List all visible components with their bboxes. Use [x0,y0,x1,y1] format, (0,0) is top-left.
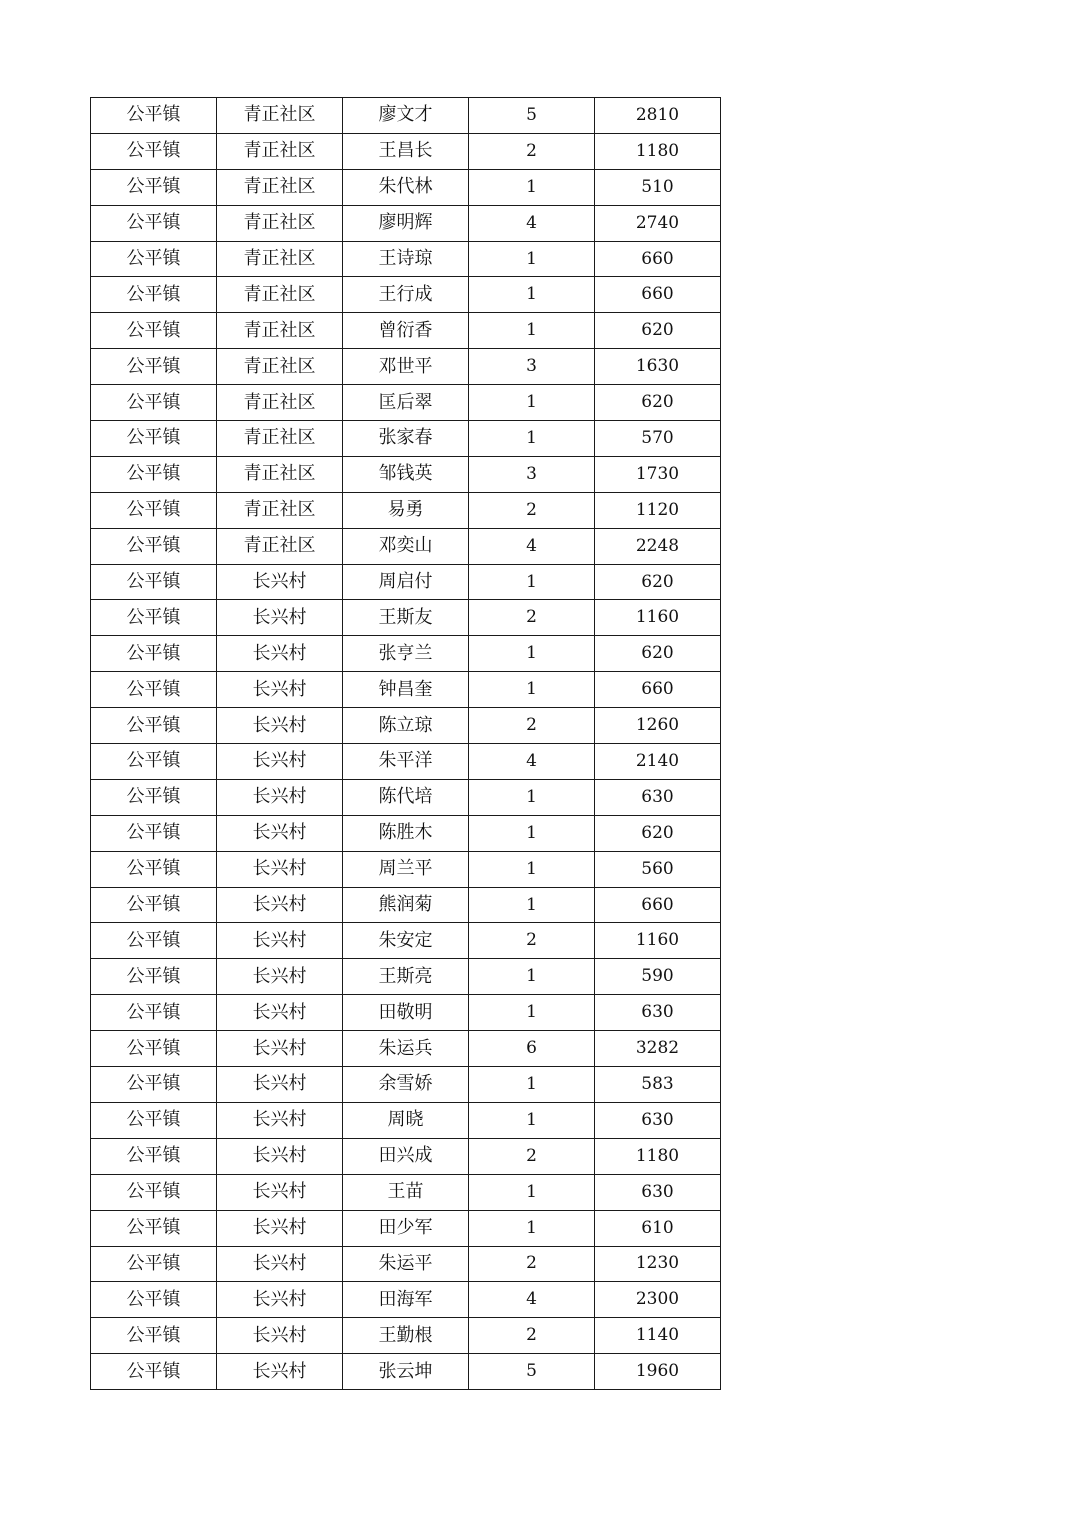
household-count-cell: 1 [469,1210,595,1246]
town-cell: 公平镇 [91,779,217,815]
amount-cell: 620 [595,385,721,421]
village-cell: 长兴村 [217,959,343,995]
household-count-cell: 1 [469,995,595,1031]
household-count-cell: 2 [469,708,595,744]
town-cell: 公平镇 [91,887,217,923]
amount-cell: 3282 [595,1031,721,1067]
name-cell: 王苗 [343,1174,469,1210]
name-cell: 王昌长 [343,133,469,169]
name-cell: 邓世平 [343,349,469,385]
town-cell: 公平镇 [91,1138,217,1174]
amount-cell: 1260 [595,708,721,744]
town-cell: 公平镇 [91,1246,217,1282]
table-row [91,708,721,744]
village-cell: 长兴村 [217,1210,343,1246]
amount-cell: 620 [595,815,721,851]
household-count-cell: 1 [469,169,595,205]
town-cell: 公平镇 [91,1031,217,1067]
table-row [91,98,721,134]
village-cell: 长兴村 [217,708,343,744]
table-row [91,564,721,600]
table-row [91,887,721,923]
village-cell: 长兴村 [217,923,343,959]
household-count-cell: 6 [469,1031,595,1067]
household-count-cell: 1 [469,1174,595,1210]
amount-cell: 1730 [595,456,721,492]
household-count-cell: 5 [469,1354,595,1390]
amount-cell: 570 [595,421,721,457]
name-cell: 朱运兵 [343,1031,469,1067]
name-cell: 钟昌奎 [343,672,469,708]
household-count-cell: 1 [469,241,595,277]
amount-cell: 2248 [595,528,721,564]
name-cell: 廖文才 [343,98,469,134]
village-cell: 长兴村 [217,636,343,672]
table-row [91,528,721,564]
table-row [91,385,721,421]
name-cell: 田海军 [343,1282,469,1318]
village-cell: 长兴村 [217,1318,343,1354]
table-row [91,1282,721,1318]
town-cell: 公平镇 [91,528,217,564]
town-cell: 公平镇 [91,672,217,708]
village-cell: 青正社区 [217,349,343,385]
household-count-cell: 1 [469,779,595,815]
household-count-cell: 2 [469,492,595,528]
amount-cell: 1120 [595,492,721,528]
name-cell: 陈立琼 [343,708,469,744]
amount-cell: 583 [595,1067,721,1103]
table-row [91,779,721,815]
amount-cell: 660 [595,887,721,923]
town-cell: 公平镇 [91,1282,217,1318]
village-cell: 长兴村 [217,1031,343,1067]
name-cell: 邓奕山 [343,528,469,564]
town-cell: 公平镇 [91,744,217,780]
village-cell: 青正社区 [217,492,343,528]
household-count-cell: 2 [469,1318,595,1354]
town-cell: 公平镇 [91,851,217,887]
town-cell: 公平镇 [91,205,217,241]
village-cell: 长兴村 [217,600,343,636]
village-cell: 青正社区 [217,528,343,564]
village-cell: 青正社区 [217,241,343,277]
amount-cell: 1180 [595,1138,721,1174]
household-count-cell: 2 [469,1246,595,1282]
table-row [91,205,721,241]
amount-cell: 2810 [595,98,721,134]
household-count-cell: 1 [469,1102,595,1138]
table-row [91,421,721,457]
village-cell: 长兴村 [217,815,343,851]
table-row [91,1031,721,1067]
name-cell: 张亨兰 [343,636,469,672]
household-count-cell: 1 [469,851,595,887]
town-cell: 公平镇 [91,1318,217,1354]
name-cell: 朱安定 [343,923,469,959]
name-cell: 陈胜木 [343,815,469,851]
name-cell: 朱运平 [343,1246,469,1282]
town-cell: 公平镇 [91,959,217,995]
household-count-cell: 1 [469,277,595,313]
village-cell: 青正社区 [217,313,343,349]
town-cell: 公平镇 [91,708,217,744]
name-cell: 陈代培 [343,779,469,815]
household-count-cell: 4 [469,744,595,780]
town-cell: 公平镇 [91,1210,217,1246]
village-cell: 青正社区 [217,205,343,241]
amount-cell: 630 [595,779,721,815]
amount-cell: 660 [595,672,721,708]
table-row [91,923,721,959]
village-cell: 长兴村 [217,851,343,887]
table-row [91,492,721,528]
household-count-cell: 1 [469,887,595,923]
name-cell: 田兴成 [343,1138,469,1174]
household-count-cell: 1 [469,672,595,708]
amount-cell: 660 [595,277,721,313]
name-cell: 田敬明 [343,995,469,1031]
amount-cell: 620 [595,313,721,349]
town-cell: 公平镇 [91,1102,217,1138]
household-count-cell: 1 [469,313,595,349]
village-cell: 长兴村 [217,1102,343,1138]
amount-cell: 1160 [595,923,721,959]
table-row [91,959,721,995]
name-cell: 余雪娇 [343,1067,469,1103]
household-count-cell: 2 [469,1138,595,1174]
village-cell: 长兴村 [217,1246,343,1282]
name-cell: 王勤根 [343,1318,469,1354]
name-cell: 王斯亮 [343,959,469,995]
village-cell: 长兴村 [217,887,343,923]
town-cell: 公平镇 [91,636,217,672]
table-row [91,349,721,385]
village-cell: 长兴村 [217,672,343,708]
table-row [91,1318,721,1354]
name-cell: 周晓 [343,1102,469,1138]
table-row [91,995,721,1031]
village-cell: 青正社区 [217,385,343,421]
household-count-cell: 1 [469,385,595,421]
village-cell: 长兴村 [217,564,343,600]
amount-cell: 630 [595,995,721,1031]
village-cell: 长兴村 [217,1067,343,1103]
village-cell: 长兴村 [217,779,343,815]
table-row [91,636,721,672]
table-row [91,851,721,887]
table-row [91,1138,721,1174]
name-cell: 王行成 [343,277,469,313]
amount-cell: 1630 [595,349,721,385]
town-cell: 公平镇 [91,241,217,277]
table-row [91,1067,721,1103]
village-cell: 长兴村 [217,1282,343,1318]
town-cell: 公平镇 [91,456,217,492]
village-cell: 长兴村 [217,995,343,1031]
table-row [91,744,721,780]
name-cell: 周启付 [343,564,469,600]
village-cell: 长兴村 [217,1138,343,1174]
village-cell: 青正社区 [217,169,343,205]
household-count-cell: 1 [469,564,595,600]
amount-cell: 630 [595,1102,721,1138]
amount-cell: 2140 [595,744,721,780]
town-cell: 公平镇 [91,815,217,851]
amount-cell: 1230 [595,1246,721,1282]
village-cell: 青正社区 [217,277,343,313]
village-cell: 长兴村 [217,1354,343,1390]
name-cell: 邹钱英 [343,456,469,492]
town-cell: 公平镇 [91,313,217,349]
household-count-cell: 4 [469,528,595,564]
table-row [91,1102,721,1138]
town-cell: 公平镇 [91,1067,217,1103]
table-row [91,1210,721,1246]
name-cell: 张云坤 [343,1354,469,1390]
town-cell: 公平镇 [91,600,217,636]
name-cell: 田少军 [343,1210,469,1246]
village-cell: 青正社区 [217,456,343,492]
data-table [90,97,721,1390]
household-count-cell: 1 [469,636,595,672]
town-cell: 公平镇 [91,421,217,457]
name-cell: 张家春 [343,421,469,457]
table-row [91,133,721,169]
amount-cell: 620 [595,636,721,672]
table-row [91,241,721,277]
household-count-cell: 1 [469,815,595,851]
town-cell: 公平镇 [91,995,217,1031]
town-cell: 公平镇 [91,133,217,169]
name-cell: 王诗琼 [343,241,469,277]
table-row [91,600,721,636]
village-cell: 长兴村 [217,1174,343,1210]
name-cell: 熊润菊 [343,887,469,923]
table-row [91,815,721,851]
amount-cell: 590 [595,959,721,995]
amount-cell: 510 [595,169,721,205]
town-cell: 公平镇 [91,1174,217,1210]
town-cell: 公平镇 [91,492,217,528]
village-cell: 青正社区 [217,133,343,169]
household-count-cell: 3 [469,456,595,492]
household-count-cell: 4 [469,1282,595,1318]
table-body [91,98,721,1390]
table-row [91,1354,721,1390]
town-cell: 公平镇 [91,564,217,600]
town-cell: 公平镇 [91,349,217,385]
name-cell: 王斯友 [343,600,469,636]
name-cell: 廖明辉 [343,205,469,241]
town-cell: 公平镇 [91,169,217,205]
table-row [91,672,721,708]
town-cell: 公平镇 [91,1354,217,1390]
amount-cell: 610 [595,1210,721,1246]
amount-cell: 620 [595,564,721,600]
town-cell: 公平镇 [91,923,217,959]
table-row [91,1246,721,1282]
town-cell: 公平镇 [91,385,217,421]
amount-cell: 660 [595,241,721,277]
amount-cell: 2300 [595,1282,721,1318]
name-cell: 匡后翠 [343,385,469,421]
town-cell: 公平镇 [91,277,217,313]
amount-cell: 2740 [595,205,721,241]
household-count-cell: 2 [469,923,595,959]
name-cell: 易勇 [343,492,469,528]
village-cell: 长兴村 [217,744,343,780]
village-cell: 青正社区 [217,98,343,134]
town-cell: 公平镇 [91,98,217,134]
village-cell: 青正社区 [217,421,343,457]
household-count-cell: 4 [469,205,595,241]
household-count-cell: 5 [469,98,595,134]
table-row [91,456,721,492]
table-row [91,277,721,313]
name-cell: 曾衍香 [343,313,469,349]
amount-cell: 1180 [595,133,721,169]
amount-cell: 630 [595,1174,721,1210]
table-row [91,169,721,205]
amount-cell: 1960 [595,1354,721,1390]
name-cell: 朱代林 [343,169,469,205]
amount-cell: 1140 [595,1318,721,1354]
amount-cell: 1160 [595,600,721,636]
household-count-cell: 1 [469,959,595,995]
household-count-cell: 2 [469,133,595,169]
table-row [91,1174,721,1210]
household-count-cell: 3 [469,349,595,385]
amount-cell: 560 [595,851,721,887]
name-cell: 朱平洋 [343,744,469,780]
household-count-cell: 1 [469,1067,595,1103]
name-cell: 周兰平 [343,851,469,887]
household-count-cell: 2 [469,600,595,636]
household-count-cell: 1 [469,421,595,457]
table-row [91,313,721,349]
